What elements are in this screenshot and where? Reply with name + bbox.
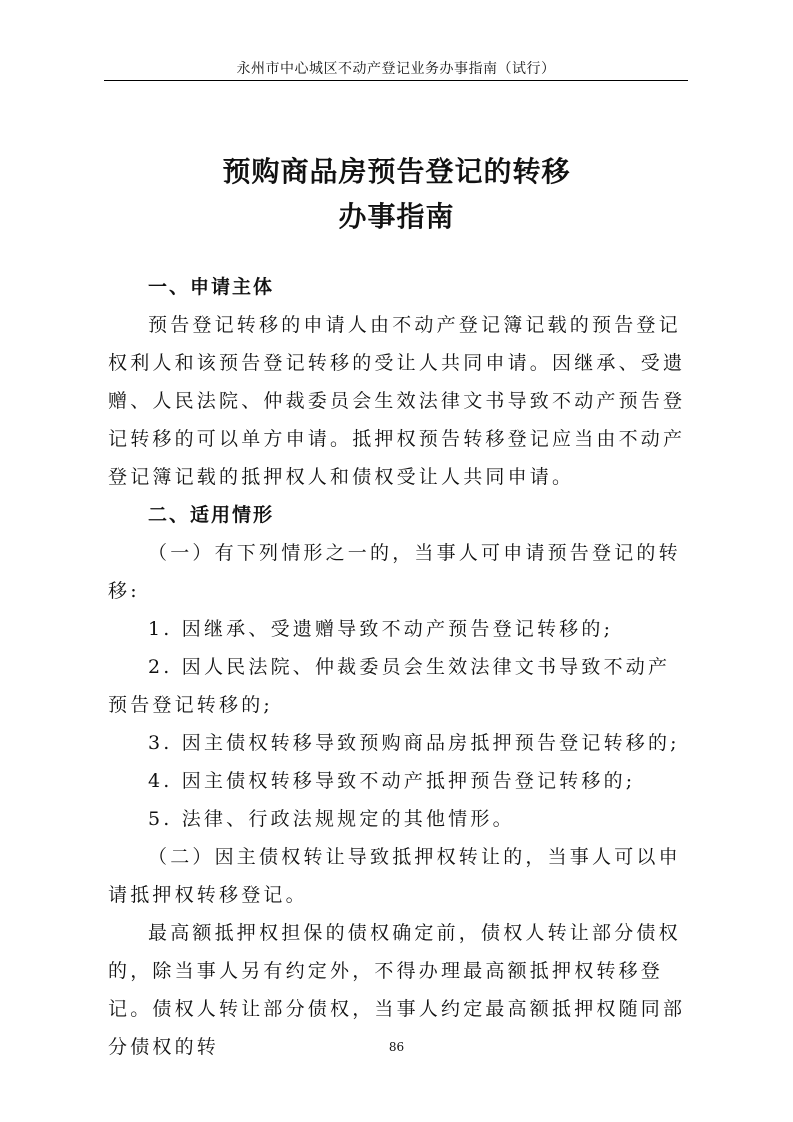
paragraph: （二）因主债权转让导致抵押权转让的，当事人可以申请抵押权转移登记。 (108, 846, 681, 906)
list-item: 2. 因人民法院、仲裁委员会生效法律文书导致不动产预告登记转移的; (108, 656, 671, 716)
header-divider (104, 80, 688, 81)
page-number: 86 (388, 1040, 405, 1054)
list-item: 5. 法律、行政法规规定的其他情形。 (148, 808, 515, 830)
section-heading: 二、适用情形 (148, 504, 275, 526)
document-title-line2: 办事指南 (338, 200, 455, 233)
list-item: 1. 因继承、受遗赠导致不动产预告登记转移的; (148, 618, 614, 640)
running-header: 永州市中心城区不动产登记业务办事指南（试行） (236, 61, 556, 77)
document-title: 预购商品房预告登记的转移 (222, 155, 571, 188)
list-item: 4. 因主债权转移导致不动产抵押预告登记转移的; (148, 770, 636, 792)
list-item: 3. 因主债权转移导致预购商品房抵押预告登记转移的; (148, 732, 680, 754)
paragraph: 预告登记转移的申请人由不动产登记簿记载的预告登记权利人和该预告登记转移的受让人共同申请。因继承、受遗赠、人民法院、仲裁委员会生效法律文书导致不动产预告登记转移的可以单方申请。抵押权预告转移登记应当由不动产登记簿记载的抵押权人和债权受让人共同申请。 (108, 314, 686, 488)
document-body (108, 268, 686, 1066)
paragraph: （一）有下列情形之一的，当事人可申请预告登记的转移: (108, 542, 681, 602)
section-heading: 一、申请主体 (148, 276, 275, 298)
paragraph: 最高额抵押权担保的债权确定前，债权人转让部分债权的，除当事人另有约定外，不得办理最高额抵押权转移登记。债权人转让部分债权，当事人约定最高额抵押权随同部分债权的转 (108, 922, 686, 1058)
